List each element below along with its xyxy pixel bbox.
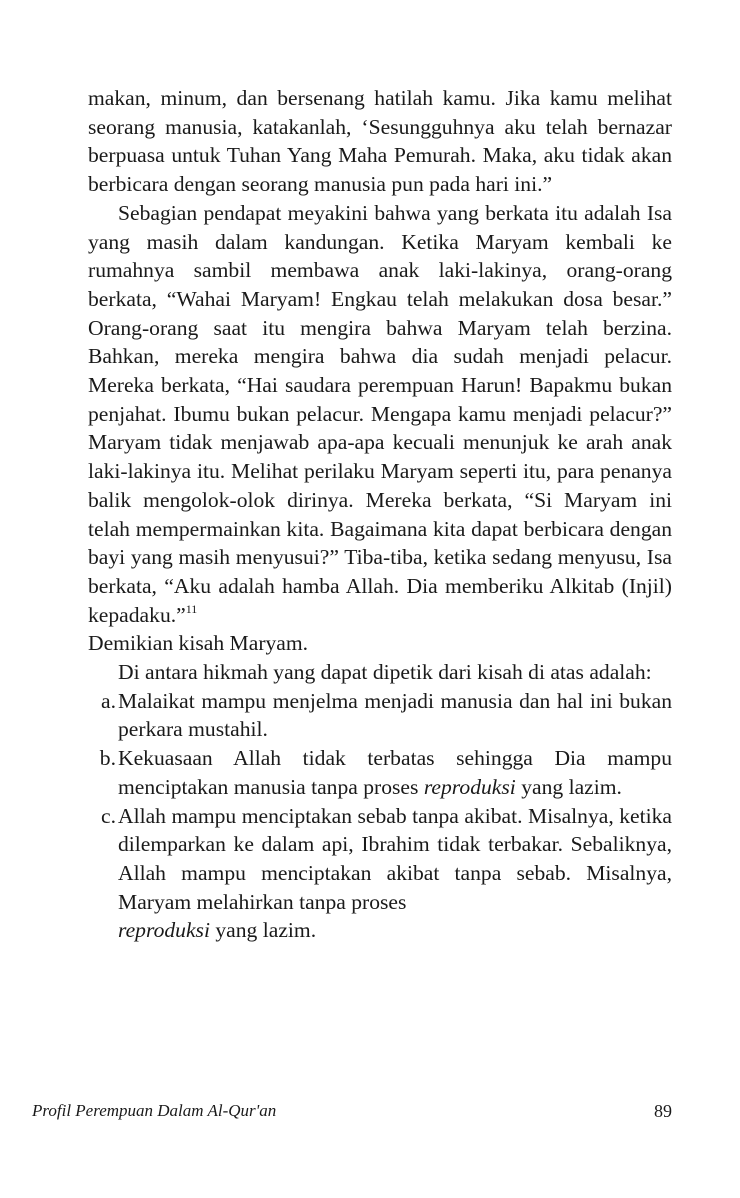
list-item	[88, 802, 672, 946]
list-item-text: Malaikat mampu menjelma menjadi manusia dan hal ini bukan perkara mustahil.	[118, 688, 672, 742]
list-item-text-part: yang lazim.	[521, 774, 622, 799]
list-marker: c.	[101, 803, 116, 828]
list-marker: b.	[99, 746, 116, 771]
paragraph-quote-continuation: makan, minum, dan bersenang hatilah kamu. Jika kamu melihat seorang manusia, katakanlah, ‘Sesungguhnya aku telah bernazar berpuasa untuk Tuhan Yang Maha Pemurah. Maka, aku tidak akan berbicara dengan seorang manusia pun pada hari ini.”	[88, 86, 672, 197]
footnote-reference[interactable]: 11	[185, 601, 198, 616]
list-item-text	[118, 802, 672, 946]
list-item-text-part: yang lazim.	[215, 918, 317, 943]
list-item-text-part: Kekuasaan Allah tidak terbatas sehingga Dia mampu menciptakan manusia tanpa proses	[118, 746, 672, 799]
paragraph-lessons-intro: Di antara hikmah yang dapat dipetik dari kisah di atas adalah:	[118, 660, 652, 685]
list-item-text	[118, 744, 672, 801]
list-marker: a.	[101, 688, 116, 713]
running-title: Profil Perempuan Dalam Al-Qur'an	[32, 1101, 277, 1120]
list-item-text-part: Allah mampu menciptakan sebab tanpa akibat. Misalnya, ketika dilemparkan ke dalam api, Ibrahim tidak terbakar. Sebaliknya, Allah mampu menciptakan akibat tanpa sebab. Misalnya, Maryam melahirkan tanpa proses	[118, 803, 672, 914]
italic-term: reproduksi	[423, 774, 516, 799]
list-item	[88, 744, 672, 801]
page-number: 89	[654, 1101, 672, 1121]
lessons-list	[88, 687, 672, 945]
page-body	[88, 84, 672, 945]
paragraph-story-text: Sebagian pendapat meyakini bahwa yang berkata itu adalah Isa yang masih dalam kandungan. Ketika Maryam kembali ke rumahnya sambil membawa anak laki-lakinya, orang-orang berkata, “Wahai Maryam! Engkau telah melakukan dosa besar.” Orang-orang saat itu mengira bahwa Maryam telah berzina. Bahkan, mereka mengira bahwa dia sudah menjadi pelacur. Mereka berkata, “Hai saudara perempuan Harun! Bapakmu bukan penjahat. Ibumu bukan pelacur. Mengapa kamu menjadi pelacur?” Maryam tidak menjawab apa-apa kecuali menunjuk ke arah anak laki-lakinya itu. Melihat perilaku Maryam seperti itu, para penanya balik mengolok-olok dirinya. Mereka berkata, “Si Maryam ini telah mempermainkan kita. Bagaimana kita dapat berbicara dengan bayi yang masih menyusui?” Tiba-tiba, ketika sedang menyusu, Isa berkata, “Aku adalah hamba Allah. Dia memberiku Alkitab (Injil) kepadaku.”	[88, 200, 672, 627]
italic-term: reproduksi	[118, 918, 210, 943]
page-footer	[32, 1098, 672, 1124]
paragraph-story	[88, 199, 672, 658]
paragraph-story-end: Demikian kisah Maryam.	[88, 631, 309, 656]
list-item	[88, 687, 672, 744]
